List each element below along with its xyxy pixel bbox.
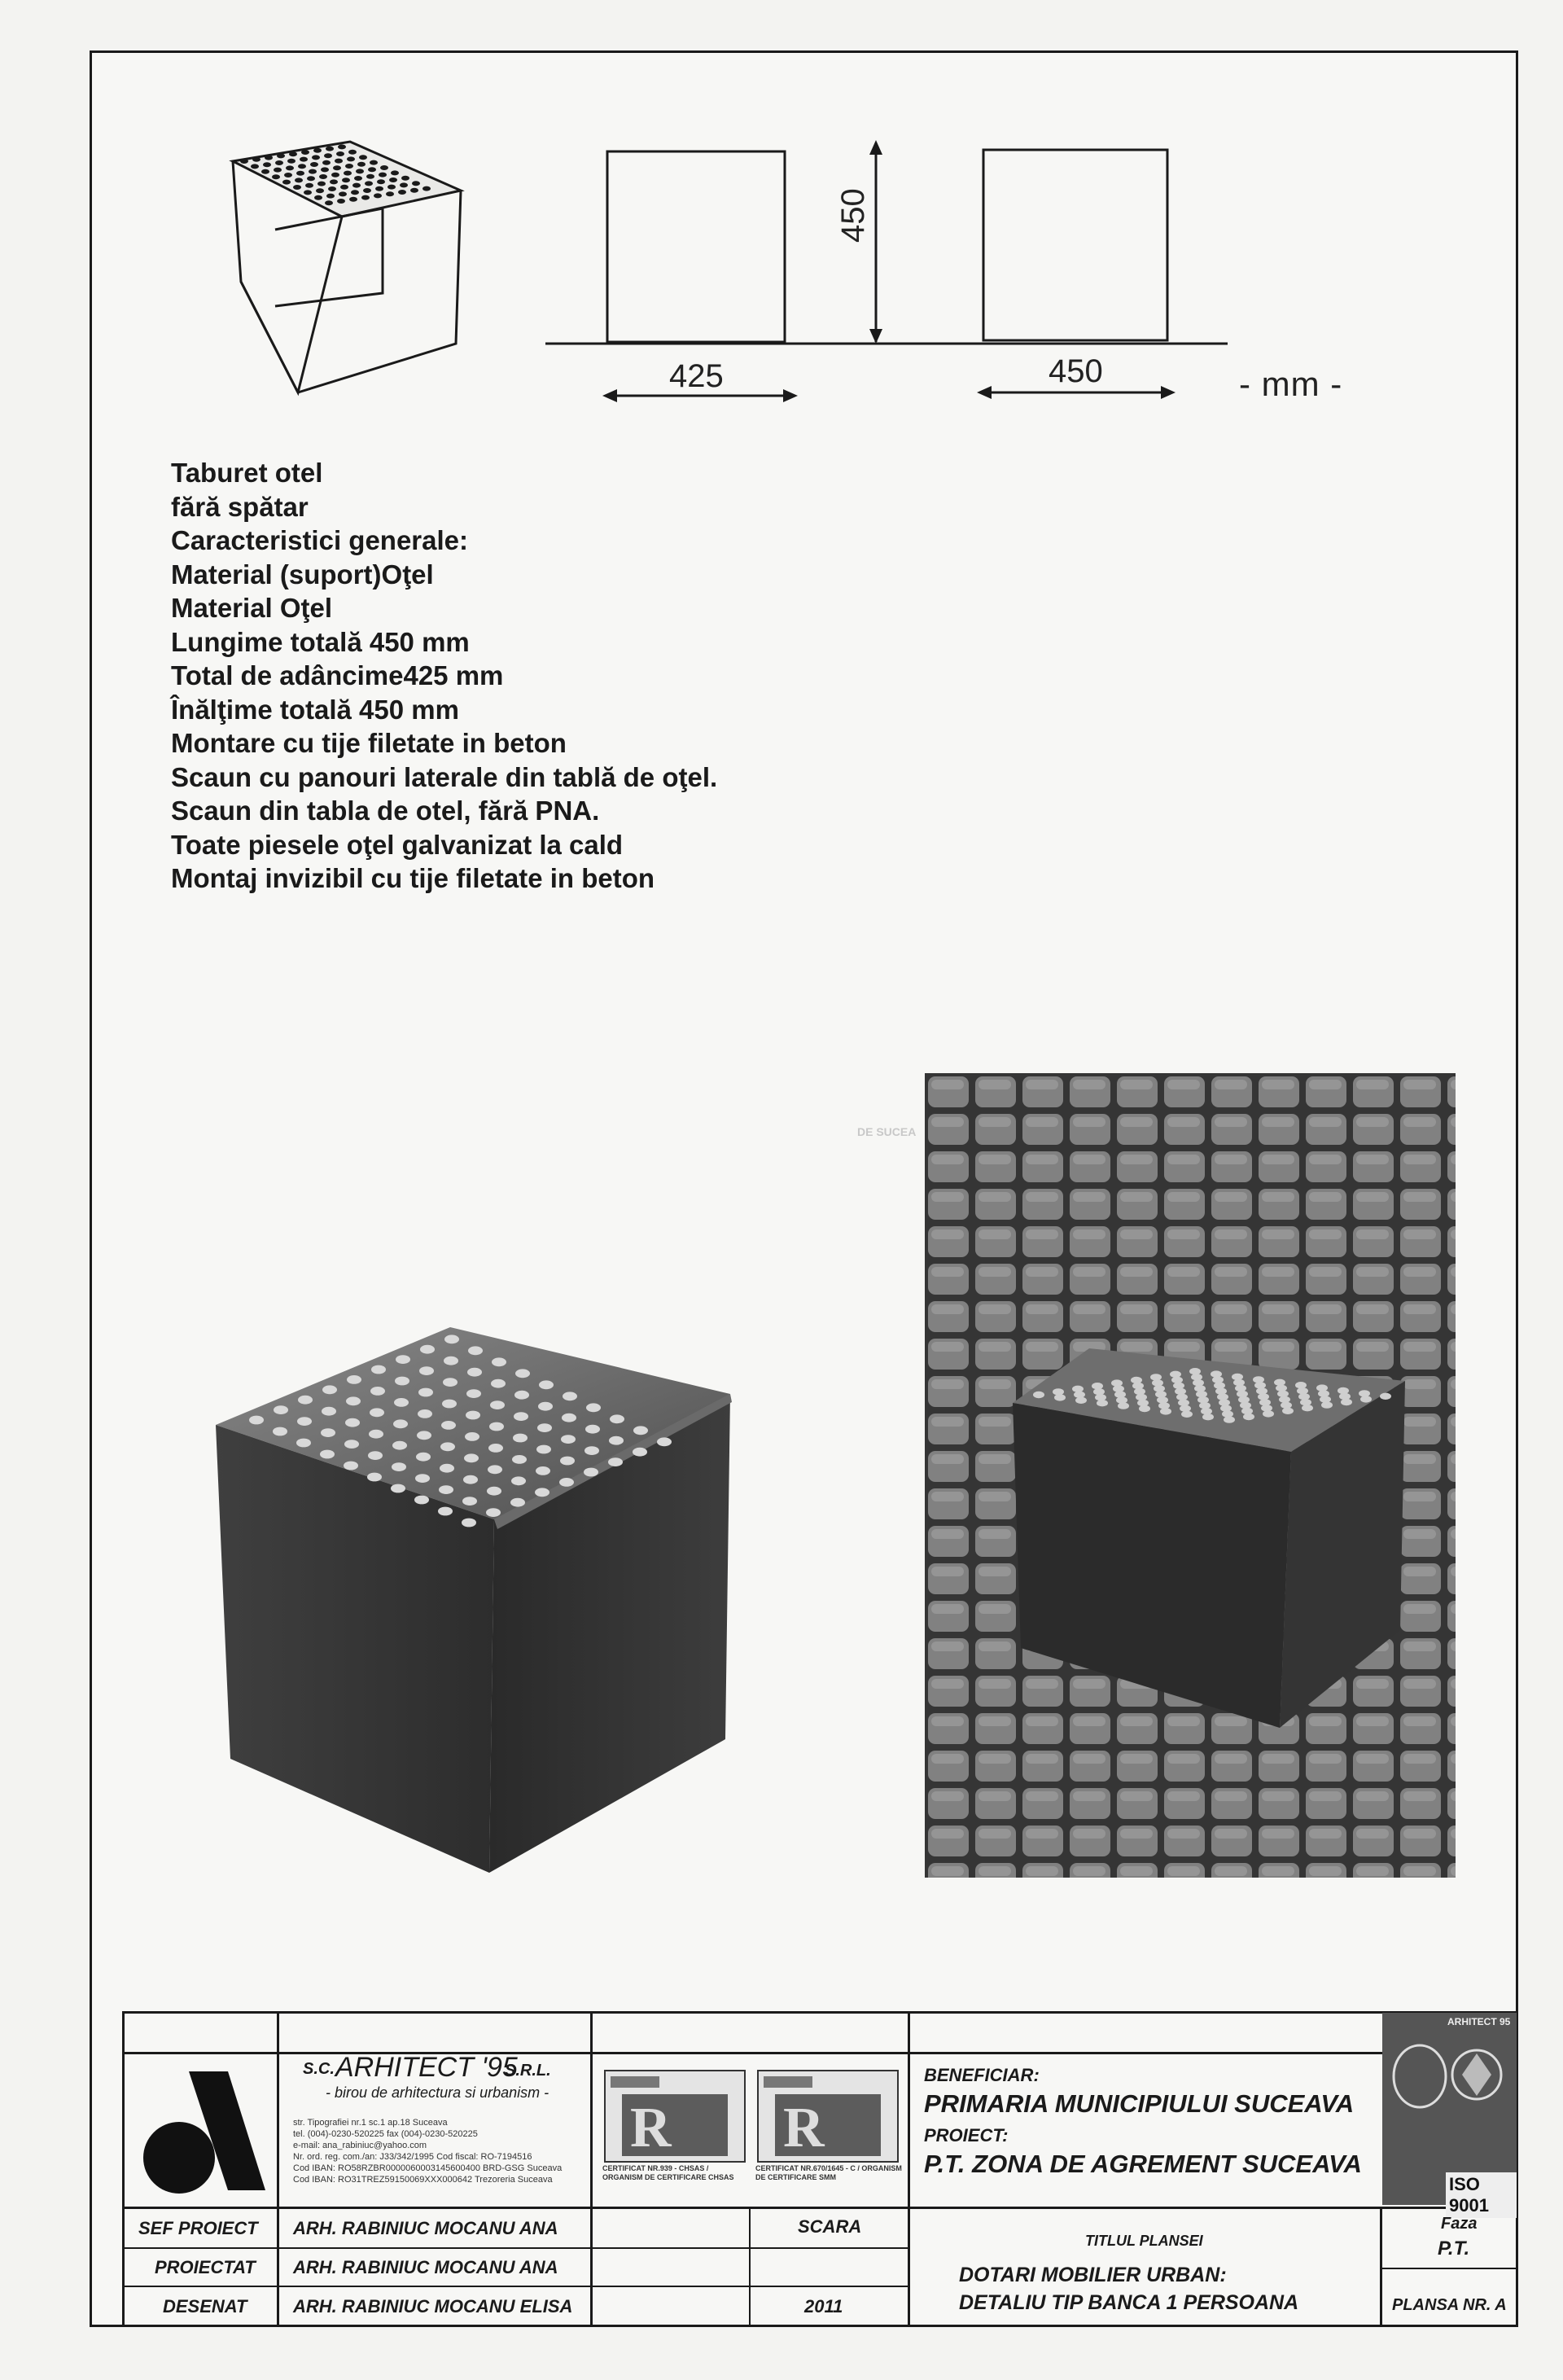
role-label: PROIECTAT xyxy=(155,2257,256,2277)
beneficiar-label: BENEFICIAR: xyxy=(924,2065,1040,2085)
staff-name: ARH. RABINIUC MOCANU ELISA xyxy=(293,2296,573,2316)
certification-logo-left xyxy=(604,2070,746,2163)
svg-text:R: R xyxy=(630,2097,672,2159)
spec-line: Toate piesele oţel galvanizat la cald xyxy=(171,829,624,860)
spec-line: Montare cu tije filetate in beton xyxy=(171,728,567,758)
role-label: SEF PROIECT xyxy=(138,2218,258,2238)
company-logo xyxy=(138,2068,269,2195)
staff-name: ARH. RABINIUC MOCANU ANA xyxy=(293,2218,558,2238)
title-block xyxy=(122,2011,1518,2327)
spec-line: Total de adâncime425 mm xyxy=(171,660,504,690)
year: 2011 xyxy=(804,2296,843,2316)
company-details: str. Tipografiei nr.1 sc.1 ap.18 Suceava tel. (004)-0230-520225 fax (004)-0230-520225 e-mail: ana_rabiniuc@yahoo.com Nr. ord. reg. com./an: J33/342/1995 Cod fiscal: RO-7194516 Cod IBAN: RO58RZBR0000060003145600400 BRD-GSG Suceava Cod IBAN: RO31TREZ59150069XXX000642 Trezoreria Suceava xyxy=(293,2118,563,2185)
company-subtitle: - birou de arhitectura si urbanism - xyxy=(326,2084,549,2101)
stool-photo xyxy=(925,1073,1456,1878)
proiect-name: P.T. ZONA DE AGREMENT SUCEAVA xyxy=(924,2150,1362,2178)
isometric-sketch xyxy=(220,138,472,399)
certification-logo-right xyxy=(757,2070,899,2163)
scara-label: SCARA xyxy=(798,2216,862,2237)
spec-line: Înălţime totală 450 mm xyxy=(171,694,459,725)
company-prefix: S.C. xyxy=(303,2060,335,2078)
cert-right-text: CERTIFICAT NR.670/1645 - C / ORGANISM DE CERTIFICARE SMM xyxy=(755,2164,902,2181)
spec-line: Scaun din tabla de otel, fără PNA. xyxy=(171,796,600,826)
orthographic-views xyxy=(545,138,1237,407)
titlul-label: TITLUL PLANSEI xyxy=(1085,2233,1203,2249)
spec-line: Caracteristici generale: xyxy=(171,525,469,555)
iso-label: ISO 9001 xyxy=(1446,2172,1517,2218)
spec-line: Material (suport)Oţel xyxy=(171,559,434,590)
spec-line: fără spătar xyxy=(171,491,309,522)
company-name: ARHITECT '95 xyxy=(335,2052,518,2083)
depth-dimension: 425 xyxy=(669,358,724,394)
titlu-line-2: DETALIU TIP BANCA 1 PERSOANA xyxy=(959,2291,1299,2314)
role-label: DESENAT xyxy=(163,2296,247,2316)
stool-render-image xyxy=(208,1319,745,1889)
spec-line: Material Oţel xyxy=(171,593,333,623)
spec-line: Taburet otel xyxy=(171,458,323,488)
length-dimension: 450 xyxy=(1049,353,1103,389)
watermark: DE SUCEA xyxy=(857,1125,917,1138)
spec-line: Montaj invizibil cu tije filetate in beton xyxy=(171,863,655,893)
spec-line: Scaun cu panouri laterale din tablă de oţel. xyxy=(171,761,718,792)
cert-left-text: CERTIFICAT NR.939 - CHSAS / ORGANISM DE CERTIFICARE CHSAS xyxy=(602,2164,734,2181)
company-suffix: S.R.L. xyxy=(505,2062,551,2080)
iso-logo: ARHITECT 95 ISO 9001 xyxy=(1382,2013,1517,2205)
beneficiar-name: PRIMARIA MUNICIPIULUI SUCEAVA xyxy=(924,2089,1355,2118)
staff-name: ARH. RABINIUC MOCANU ANA xyxy=(293,2257,558,2277)
plansa-label: PLANSA NR. A xyxy=(1392,2296,1507,2314)
faza-value: P.T. xyxy=(1438,2238,1470,2259)
proiect-label: PROIECT: xyxy=(924,2125,1009,2146)
faza-label: Faza xyxy=(1441,2215,1478,2233)
spec-line: Lungime totală 450 mm xyxy=(171,626,470,657)
specification-text xyxy=(171,456,717,896)
height-dimension: 450 xyxy=(835,188,871,243)
unit-label: - mm - xyxy=(1239,365,1343,403)
titlu-line-1: DOTARI MOBILIER URBAN: xyxy=(959,2264,1227,2286)
svg-text:R: R xyxy=(783,2097,825,2159)
